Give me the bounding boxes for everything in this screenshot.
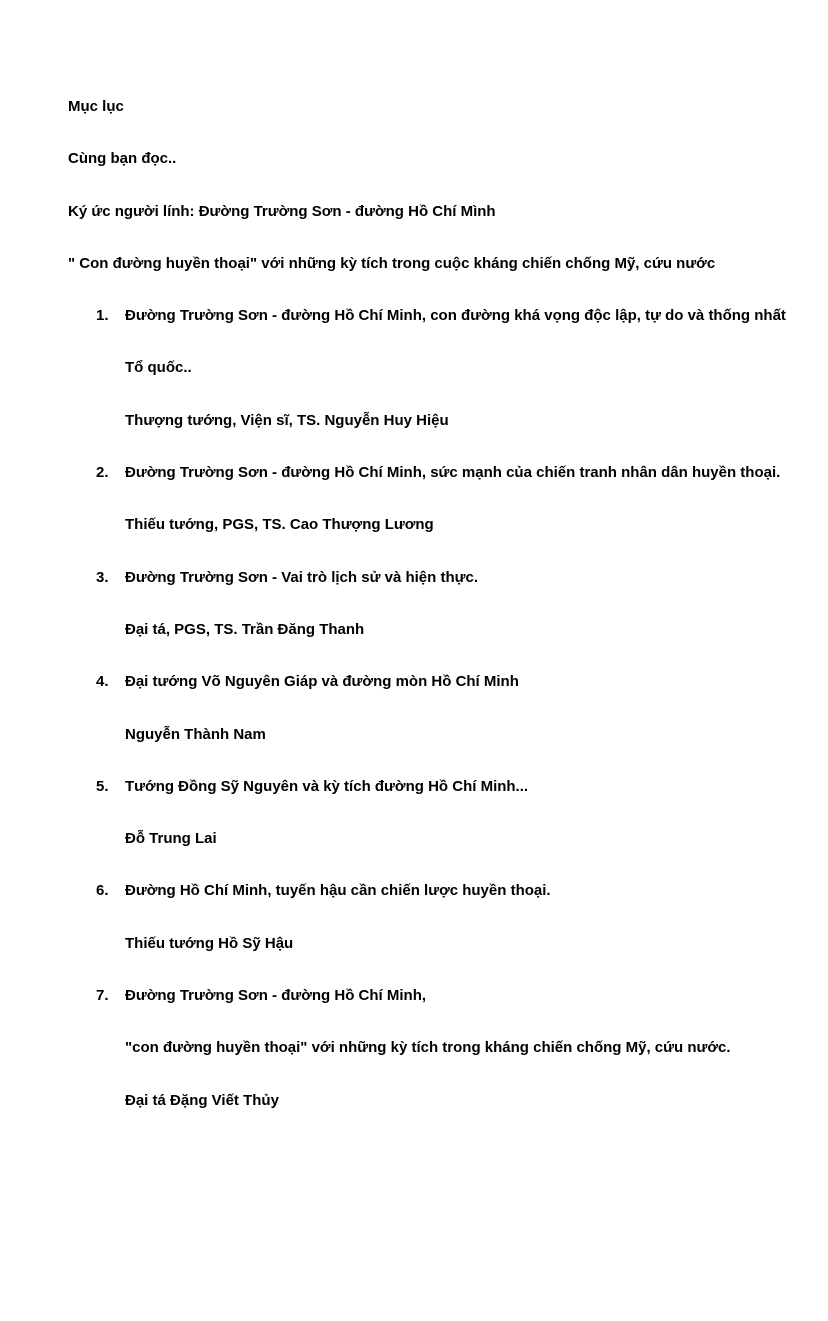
toc-item-1 xyxy=(68,307,798,430)
item-number: 1. xyxy=(96,307,109,325)
toc-item-4 xyxy=(68,673,798,743)
toc-item-2 xyxy=(68,464,798,534)
item-title: Đường Trường Sơn - Vai trò lịch sử và hiện thực. xyxy=(125,568,478,586)
item-author: Nguyễn Thành Nam xyxy=(125,725,266,743)
toc-item-title-row xyxy=(96,882,798,900)
item-author: Thiếu tướng, PGS, TS. Cao Thượng Lương xyxy=(125,516,434,534)
item-title-continuation: "con đường huyền thoại" với những kỳ tích trong kháng chiến chống Mỹ, cứu nước. xyxy=(125,1039,731,1057)
toc-item-title-row xyxy=(96,987,798,1005)
toc-item-3 xyxy=(68,569,798,639)
toc-item-title-row xyxy=(96,569,798,587)
item-title: Đường Trường Sơn - đường Hồ Chí Minh, sức mạnh của chiến tranh nhân dân huyền thoại. xyxy=(125,464,781,482)
item-title: Đường Trường Sơn - đường Hồ Chí Minh, con đường khá vọng độc lập, tự do và thống nhất xyxy=(125,307,786,325)
item-number: 6. xyxy=(96,882,109,900)
item-title: Đường Trường Sơn - đường Hồ Chí Minh, xyxy=(125,987,427,1005)
toc-item-5 xyxy=(68,778,798,848)
page-title: Mục lục xyxy=(68,98,124,115)
toc-item-title-row xyxy=(96,778,798,796)
intro-line: Cùng bạn đọc.. xyxy=(68,150,177,168)
toc-item-title-row xyxy=(96,464,798,482)
section-subheading: " Con đường huyền thoại" với những kỳ tích trong cuộc kháng chiến chống Mỹ, cứu nước xyxy=(68,254,716,272)
item-title: Đại tướng Võ Nguyên Giáp và đường mòn Hồ Chí Minh xyxy=(125,673,519,691)
item-author: Đại tá Đặng Viết Thủy xyxy=(125,1091,279,1109)
toc-item-title-row xyxy=(96,307,798,325)
item-author: Thượng tướng, Viện sĩ, TS. Nguyễn Huy Hiệu xyxy=(125,411,449,429)
item-author: Đỗ Trung Lai xyxy=(125,830,217,848)
item-author: Đại tá, PGS, TS. Trần Đăng Thanh xyxy=(125,620,365,638)
item-number: 5. xyxy=(96,777,109,795)
item-title: Tướng Đồng Sỹ Nguyên và kỳ tích đường Hồ Chí Minh... xyxy=(125,777,529,795)
item-number: 7. xyxy=(96,987,109,1005)
toc-item-6 xyxy=(68,882,798,952)
toc-item-7 xyxy=(68,987,798,1110)
toc-item-title-row xyxy=(96,673,798,691)
item-number: 2. xyxy=(96,464,109,482)
item-number: 3. xyxy=(96,568,109,586)
item-title: Đường Hồ Chí Minh, tuyến hậu cần chiến lược huyền thoại. xyxy=(125,882,551,900)
item-title-continuation: Tổ quốc.. xyxy=(125,359,192,377)
item-number: 4. xyxy=(96,673,109,691)
section-heading: Ký ức người lính: Đường Trường Sơn - đường Hồ Chí Mình xyxy=(68,202,496,220)
item-author: Thiếu tướng Hồ Sỹ Hậu xyxy=(125,934,294,952)
